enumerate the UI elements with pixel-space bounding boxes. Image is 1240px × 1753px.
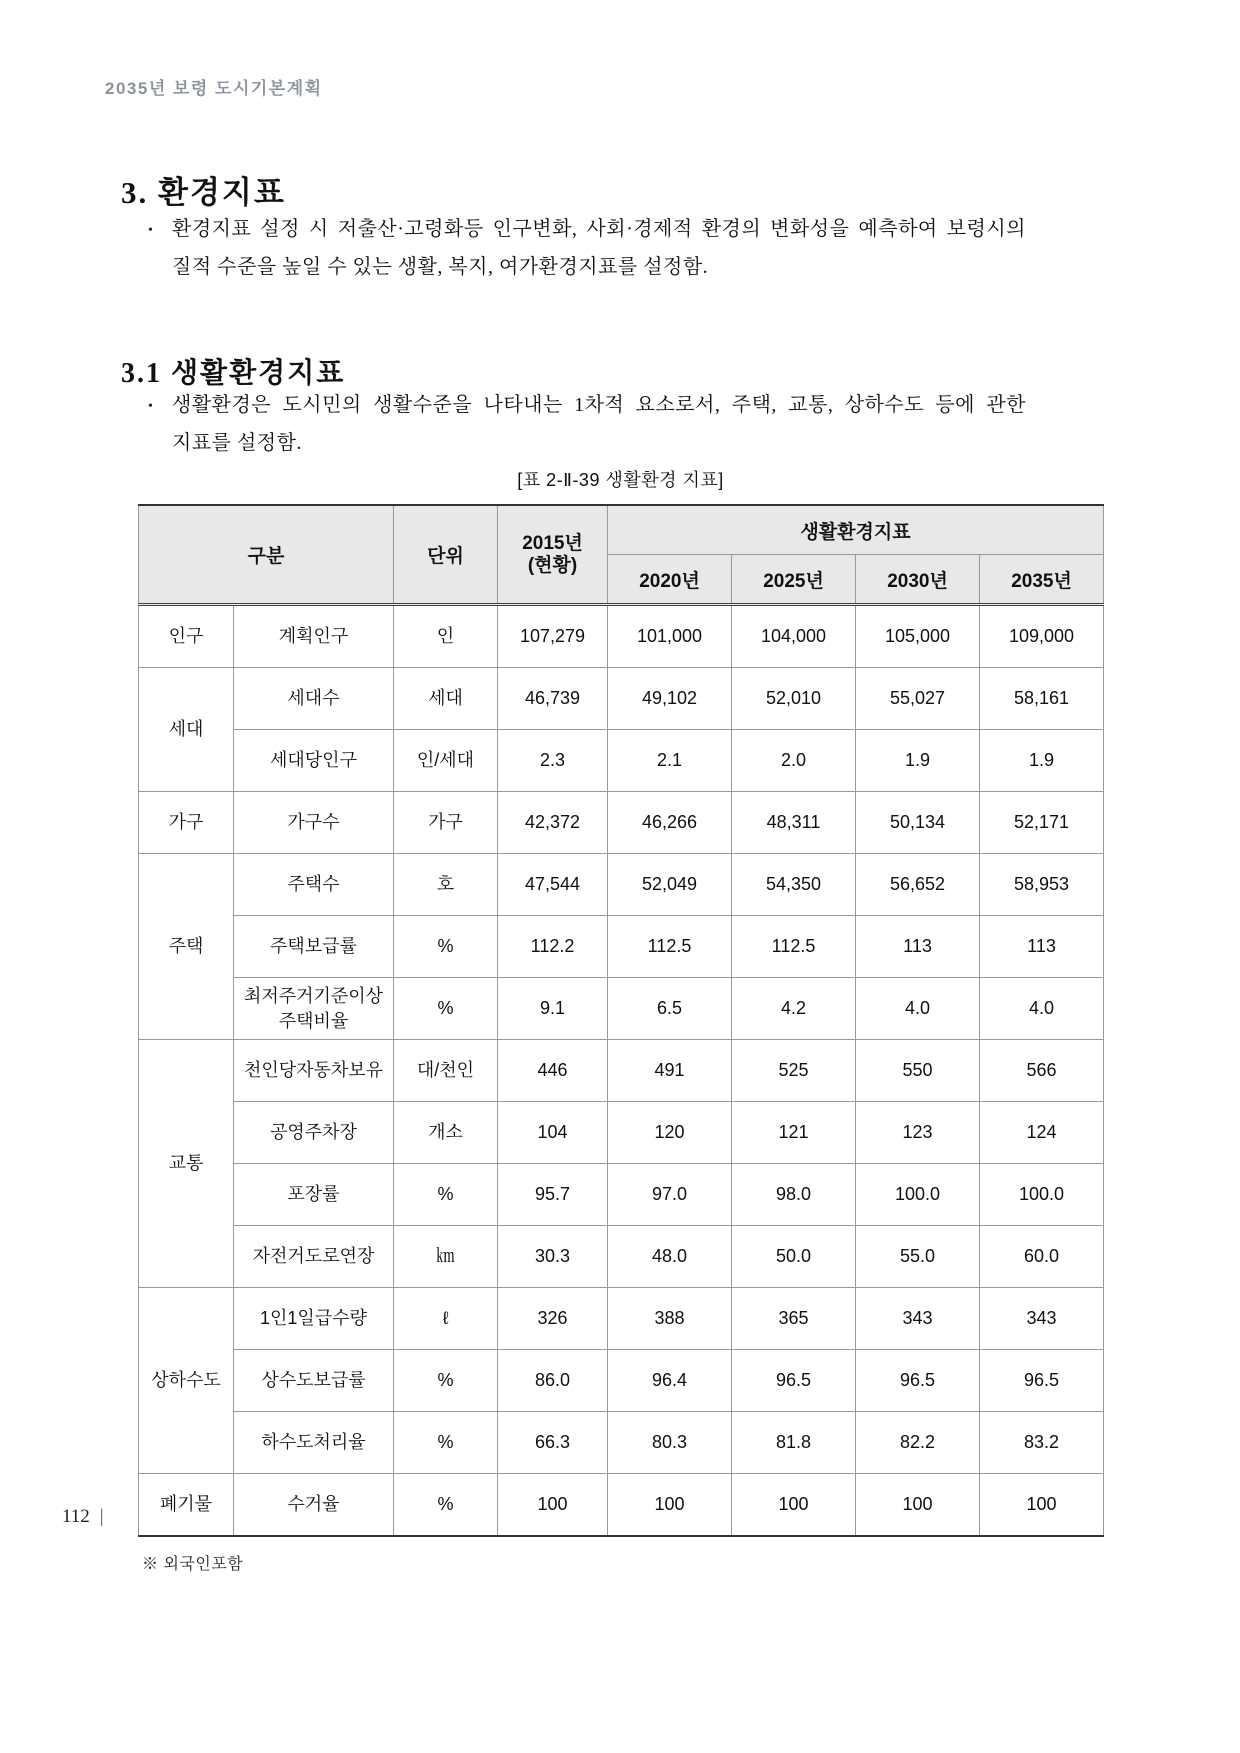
table-row xyxy=(139,1474,1104,1537)
value-cell: 6.5 xyxy=(608,978,732,1040)
table-header-row-1 xyxy=(139,505,1104,555)
value-cell: 96.5 xyxy=(856,1350,980,1412)
item-cell: 수거율 xyxy=(234,1474,394,1537)
unit-cell: 세대 xyxy=(394,668,498,730)
table-row xyxy=(139,605,1104,668)
item-cell: 1인1일급수량 xyxy=(234,1288,394,1350)
table-row xyxy=(139,1288,1104,1350)
value-cell: 326 xyxy=(498,1288,608,1350)
value-cell: 100 xyxy=(498,1474,608,1537)
value-cell: 55,027 xyxy=(856,668,980,730)
value-cell: 343 xyxy=(980,1288,1104,1350)
value-cell: 566 xyxy=(980,1040,1104,1102)
value-cell: 4.0 xyxy=(856,978,980,1040)
value-cell: 2.0 xyxy=(732,730,856,792)
value-cell: 60.0 xyxy=(980,1226,1104,1288)
category-cell: 인구 xyxy=(139,605,234,668)
unit-cell: % xyxy=(394,1164,498,1226)
table-row xyxy=(139,1412,1104,1474)
unit-cell: % xyxy=(394,1412,498,1474)
subsection-title: 3.1 생활환경지표 xyxy=(121,358,346,390)
value-cell: 46,739 xyxy=(498,668,608,730)
unit-cell: % xyxy=(394,978,498,1040)
unit-cell: % xyxy=(394,1474,498,1537)
living-environment-indicator-table xyxy=(138,504,1104,1537)
value-cell: 113 xyxy=(856,916,980,978)
unit-cell: 개소 xyxy=(394,1102,498,1164)
value-cell: 112.5 xyxy=(732,916,856,978)
value-cell: 81.8 xyxy=(732,1412,856,1474)
value-cell: 58,161 xyxy=(980,668,1104,730)
table-row xyxy=(139,668,1104,730)
value-cell: 104,000 xyxy=(732,605,856,668)
value-cell: 48.0 xyxy=(608,1226,732,1288)
table-row xyxy=(139,854,1104,916)
value-cell: 9.1 xyxy=(498,978,608,1040)
page-number-value: 112 xyxy=(62,1506,90,1527)
header-2015 xyxy=(498,505,608,605)
value-cell: 50.0 xyxy=(732,1226,856,1288)
value-cell: 550 xyxy=(856,1040,980,1102)
table-row xyxy=(139,1102,1104,1164)
item-cell: 주택수 xyxy=(234,854,394,916)
subsection-paragraph xyxy=(148,386,1026,462)
value-cell: 4.0 xyxy=(980,978,1104,1040)
page-number-bar: | xyxy=(99,1506,104,1527)
value-cell: 56,652 xyxy=(856,854,980,916)
value-cell: 100 xyxy=(856,1474,980,1537)
value-cell: 525 xyxy=(732,1040,856,1102)
header-2015-status: (현황) xyxy=(527,554,578,576)
header-unit: 단위 xyxy=(394,505,498,605)
header-year-2020: 2020년 xyxy=(608,555,732,605)
unit-cell: % xyxy=(394,916,498,978)
unit-cell: 인 xyxy=(394,605,498,668)
value-cell: 121 xyxy=(732,1102,856,1164)
value-cell: 100 xyxy=(980,1474,1104,1537)
table-row xyxy=(139,978,1104,1040)
item-cell: 천인당자동차보유 xyxy=(234,1040,394,1102)
subsection-paragraph-text: 생활환경은 도시민의 생활수준을 나타내는 1차적 요소로서, 주택, 교통, 상하수도 등에 관한 지표를 설정함. xyxy=(172,394,1026,454)
header-year-2025: 2025년 xyxy=(732,555,856,605)
unit-cell: ㎞ xyxy=(394,1226,498,1288)
value-cell: 112.5 xyxy=(608,916,732,978)
value-cell: 100 xyxy=(732,1474,856,1537)
value-cell: 107,279 xyxy=(498,605,608,668)
value-cell: 95.7 xyxy=(498,1164,608,1226)
value-cell: 96.4 xyxy=(608,1350,732,1412)
category-cell: 폐기물 xyxy=(139,1474,234,1537)
value-cell: 104 xyxy=(498,1102,608,1164)
value-cell: 113 xyxy=(980,916,1104,978)
value-cell: 100.0 xyxy=(856,1164,980,1226)
unit-cell: 가구 xyxy=(394,792,498,854)
header-year-2035: 2035년 xyxy=(980,555,1104,605)
unit-cell: 인/세대 xyxy=(394,730,498,792)
category-cell: 교통 xyxy=(139,1040,234,1288)
value-cell: 47,544 xyxy=(498,854,608,916)
value-cell: 82.2 xyxy=(856,1412,980,1474)
value-cell: 491 xyxy=(608,1040,732,1102)
value-cell: 52,171 xyxy=(980,792,1104,854)
value-cell: 42,372 xyxy=(498,792,608,854)
item-cell: 가구수 xyxy=(234,792,394,854)
table-block xyxy=(138,466,1103,1574)
value-cell: 83.2 xyxy=(980,1412,1104,1474)
table-footnote: ※ 외국인포함 xyxy=(142,1556,244,1573)
header-2015-year: 2015년 xyxy=(522,532,583,554)
category-cell: 주택 xyxy=(139,854,234,1040)
value-cell: 30.3 xyxy=(498,1226,608,1288)
running-header: 2035년 보령 도시기본계획 xyxy=(105,79,323,98)
table-row xyxy=(139,1040,1104,1102)
table-row xyxy=(139,916,1104,978)
header-year-2030: 2030년 xyxy=(856,555,980,605)
value-cell: 100.0 xyxy=(980,1164,1104,1226)
category-cell: 상하수도 xyxy=(139,1288,234,1474)
bullet-icon: • xyxy=(148,399,154,414)
value-cell: 80.3 xyxy=(608,1412,732,1474)
value-cell: 1.9 xyxy=(856,730,980,792)
value-cell: 446 xyxy=(498,1040,608,1102)
value-cell: 100 xyxy=(608,1474,732,1537)
item-cell: 주택보급률 xyxy=(234,916,394,978)
table-row xyxy=(139,1164,1104,1226)
value-cell: 101,000 xyxy=(608,605,732,668)
value-cell: 66.3 xyxy=(498,1412,608,1474)
item-cell: 포장률 xyxy=(234,1164,394,1226)
value-cell: 2.3 xyxy=(498,730,608,792)
value-cell: 49,102 xyxy=(608,668,732,730)
value-cell: 120 xyxy=(608,1102,732,1164)
table-caption: [표 2-Ⅱ-39 생활환경 지표] xyxy=(517,470,724,490)
item-cell: 세대수 xyxy=(234,668,394,730)
item-cell: 최저주거기준이상주택비율 xyxy=(234,978,394,1040)
bullet-icon: • xyxy=(148,223,154,238)
header-group-title: 생활환경지표 xyxy=(608,505,1104,555)
unit-cell: % xyxy=(394,1350,498,1412)
item-cell: 하수도처리율 xyxy=(234,1412,394,1474)
item-cell: 계획인구 xyxy=(234,605,394,668)
value-cell: 388 xyxy=(608,1288,732,1350)
item-cell: 자전거도로연장 xyxy=(234,1226,394,1288)
value-cell: 1.9 xyxy=(980,730,1104,792)
category-cell: 세대 xyxy=(139,668,234,792)
value-cell: 52,010 xyxy=(732,668,856,730)
page-number xyxy=(62,1506,104,1528)
value-cell: 124 xyxy=(980,1102,1104,1164)
value-cell: 4.2 xyxy=(732,978,856,1040)
header-category: 구분 xyxy=(139,505,394,605)
value-cell: 46,266 xyxy=(608,792,732,854)
value-cell: 48,311 xyxy=(732,792,856,854)
value-cell: 112.2 xyxy=(498,916,608,978)
item-cell: 공영주차장 xyxy=(234,1102,394,1164)
value-cell: 54,350 xyxy=(732,854,856,916)
item-cell: 상수도보급률 xyxy=(234,1350,394,1412)
value-cell: 343 xyxy=(856,1288,980,1350)
value-cell: 98.0 xyxy=(732,1164,856,1226)
unit-cell: 호 xyxy=(394,854,498,916)
section-paragraph xyxy=(148,210,1026,286)
value-cell: 55.0 xyxy=(856,1226,980,1288)
value-cell: 2.1 xyxy=(608,730,732,792)
value-cell: 97.0 xyxy=(608,1164,732,1226)
table-row xyxy=(139,1350,1104,1412)
value-cell: 52,049 xyxy=(608,854,732,916)
value-cell: 365 xyxy=(732,1288,856,1350)
category-cell: 가구 xyxy=(139,792,234,854)
section-title: 3. 환경지표 xyxy=(121,174,286,210)
value-cell: 58,953 xyxy=(980,854,1104,916)
value-cell: 123 xyxy=(856,1102,980,1164)
unit-cell: 대/천인 xyxy=(394,1040,498,1102)
value-cell: 96.5 xyxy=(732,1350,856,1412)
section-paragraph-text: 환경지표 설정 시 저출산·고령화등 인구변화, 사회·경제적 환경의 변화성을 예측하여 보령시의 질적 수준을 높일 수 있는 생활, 복지, 여가환경지표를 설정함. xyxy=(172,218,1026,278)
item-cell: 세대당인구 xyxy=(234,730,394,792)
value-cell: 86.0 xyxy=(498,1350,608,1412)
table-row xyxy=(139,1226,1104,1288)
value-cell: 50,134 xyxy=(856,792,980,854)
value-cell: 109,000 xyxy=(980,605,1104,668)
table-row xyxy=(139,730,1104,792)
value-cell: 105,000 xyxy=(856,605,980,668)
unit-cell: ℓ xyxy=(394,1288,498,1350)
table-row xyxy=(139,792,1104,854)
value-cell: 96.5 xyxy=(980,1350,1104,1412)
